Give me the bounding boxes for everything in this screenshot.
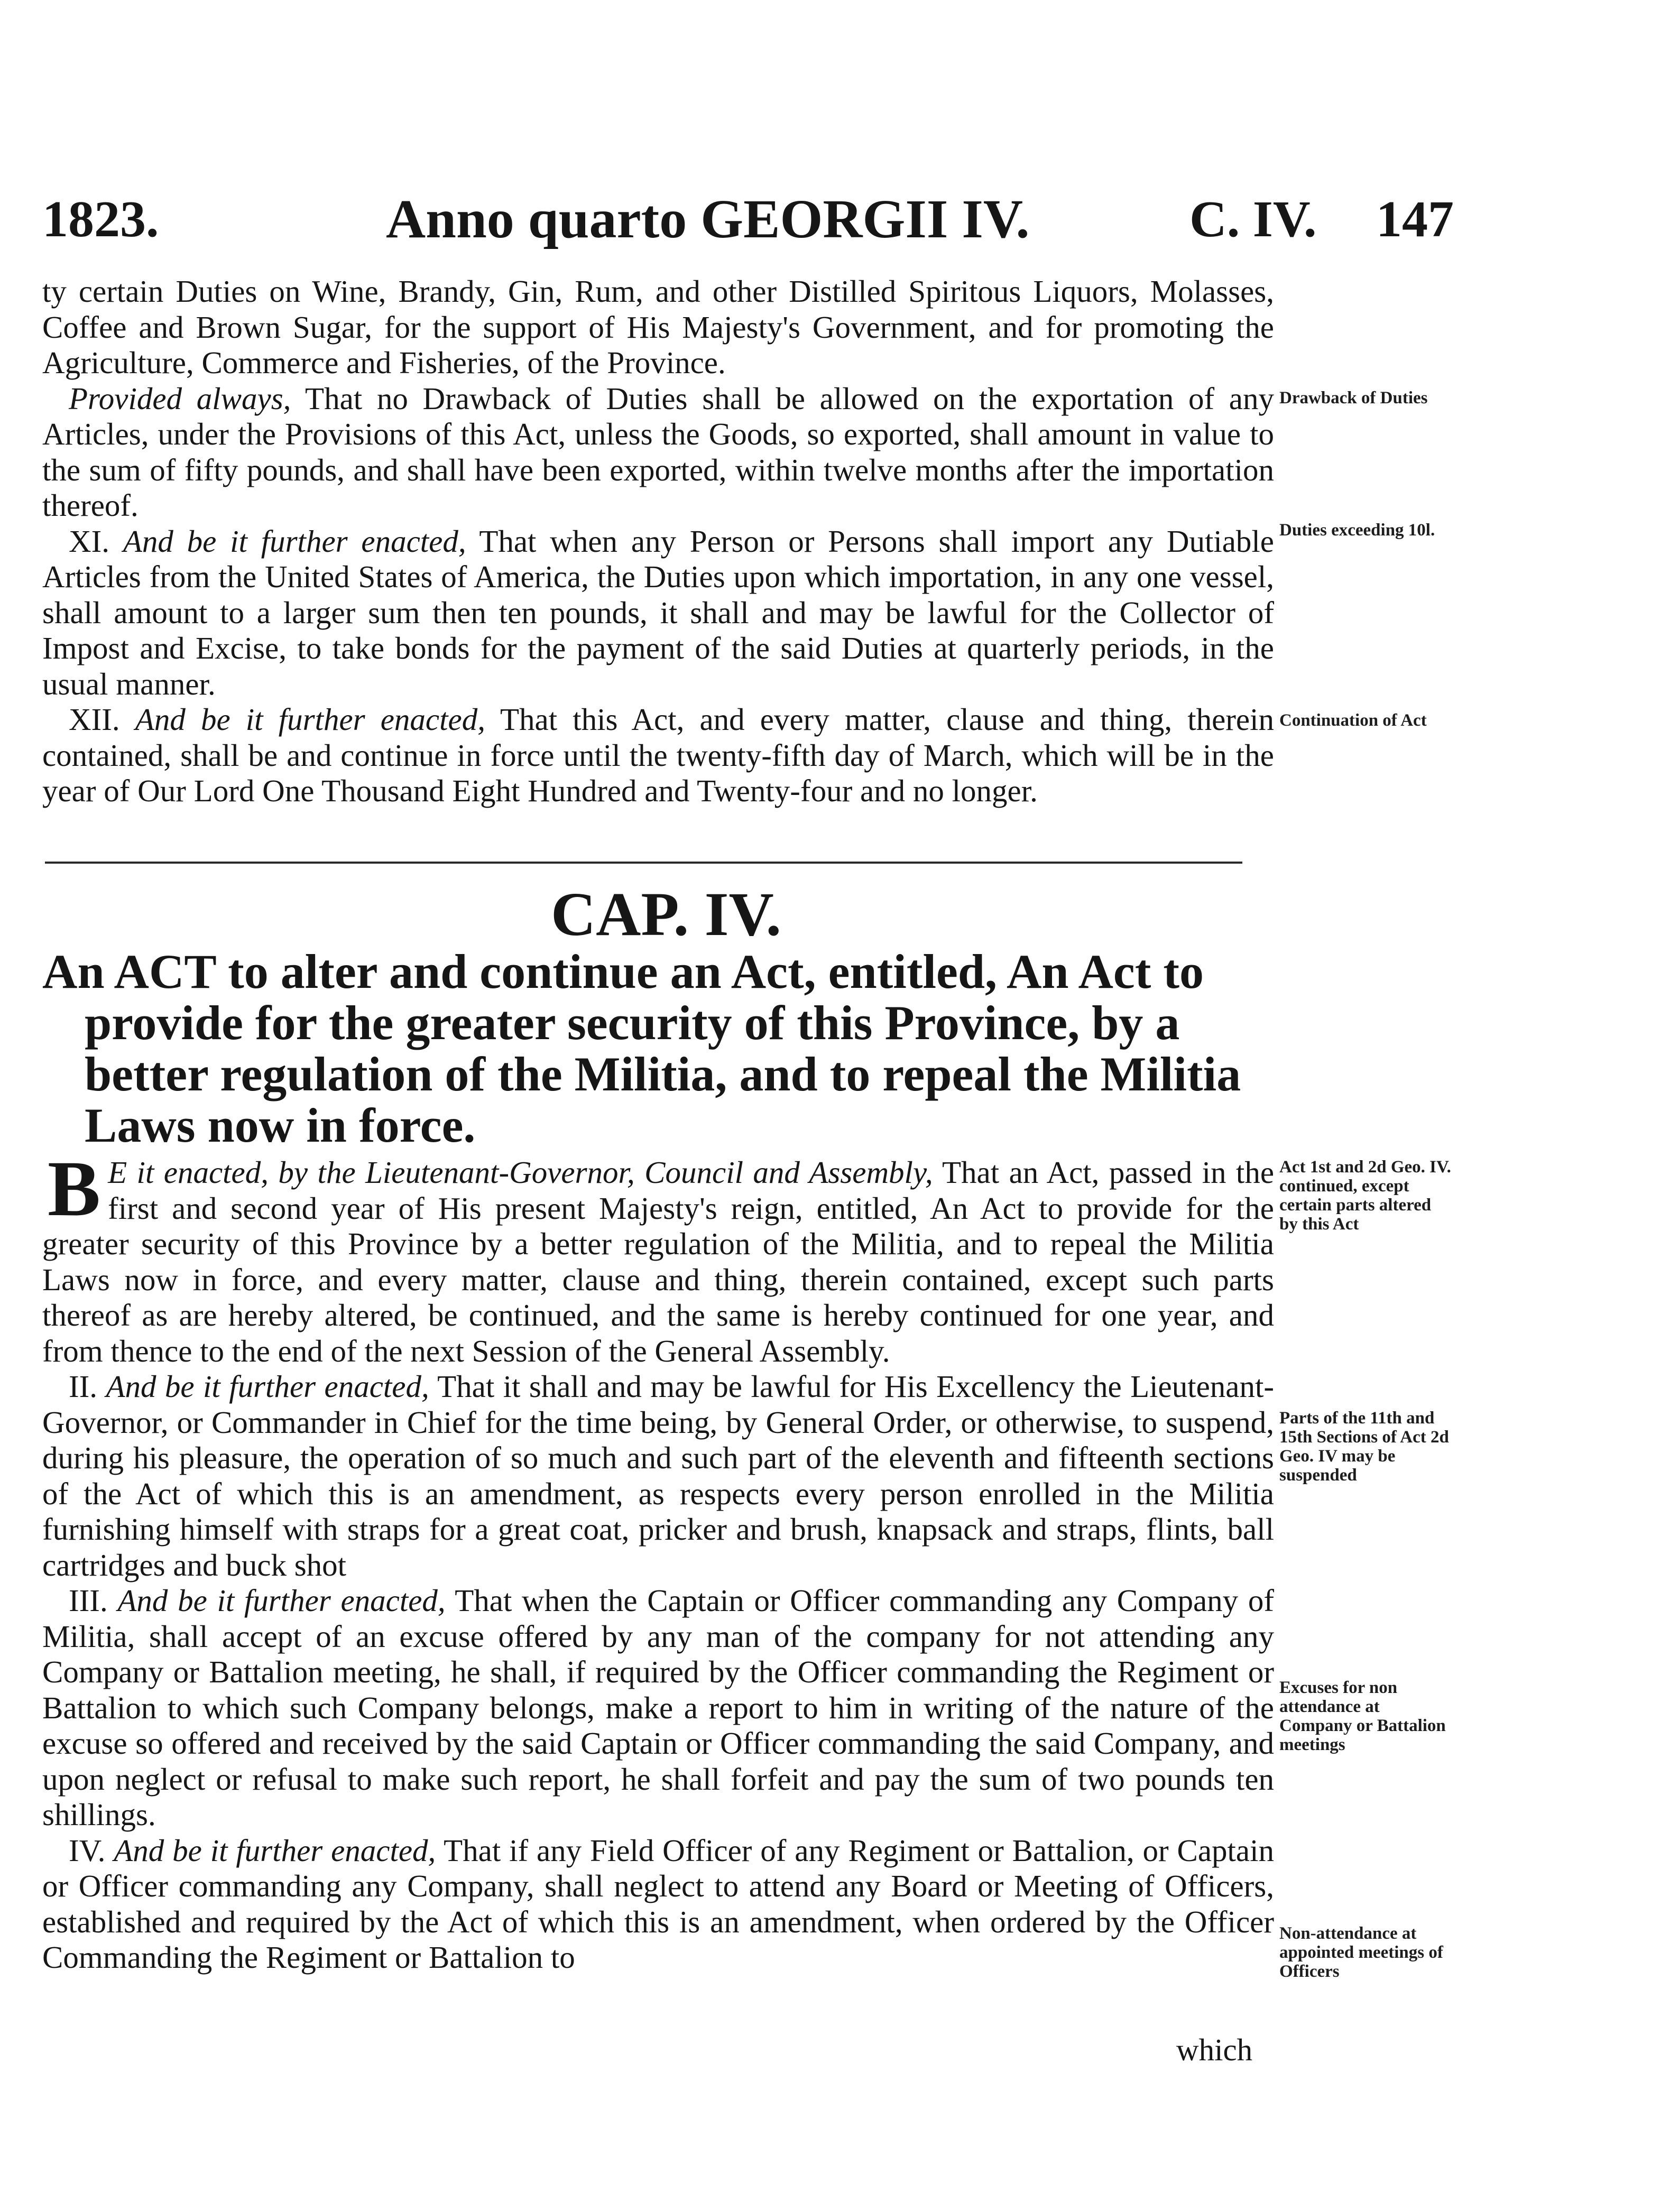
section-iv-label: And be it further enacted, [114, 1832, 436, 1868]
previous-act-text [42, 274, 1274, 809]
section-ii-label: And be it further enacted, [106, 1369, 429, 1404]
catchword: which [1176, 2032, 1253, 2067]
page-number: 147 [1376, 191, 1454, 248]
act-body-text [42, 1145, 1275, 1976]
chapter-heading: CAP. IV. [550, 880, 782, 949]
running-header [42, 190, 1454, 248]
section-xi-paragraph [42, 524, 1274, 702]
section-ii-paragraph [42, 1369, 1274, 1583]
section-i-paragraph [42, 1145, 1274, 1369]
proviso-text: That no Drawback of Duties shall be allowed on the exportation of any Articles, under the Provisions of this Act, unless the Goods, so exported, shall amount in value to the sum of fifty pounds, and shall have been exported, within twelve months after the importation thereof. [42, 381, 1274, 523]
proviso-label: Provided always, [69, 381, 291, 416]
section-i-label: E it enacted, by the Lieutenant-Governor, Council and Assembly, [108, 1155, 933, 1190]
act-title [42, 946, 1258, 1151]
section-xii-paragraph [42, 702, 1274, 809]
margin-note-non-attendance: Non-attendance at appointed meetings of Officers [1279, 1924, 1443, 1981]
section-divider [45, 862, 1242, 864]
margin-note-continuation: Continuation of Act [1279, 711, 1427, 730]
margin-note-parts-suspended: Parts of the 11th and 15th Sections of Act 2d Geo. IV may be suspended [1279, 1409, 1449, 1485]
proviso-paragraph [42, 381, 1274, 524]
section-xi-number: XI. [69, 523, 110, 559]
drop-cap: B [48, 1145, 101, 1233]
header-year: 1823. [42, 191, 159, 248]
section-xi-label: And be it further enacted, [123, 523, 466, 559]
continuation-text: ty certain Duties on Wine, Brandy, Gin, Rum, and other Distilled Spiritous Liquors, Molasses, Coffee and Brown Sugar, for the support of His Majesty's Government, and for promoting the Agriculture, Commerce and Fisheries, of the Province. [42, 274, 1274, 380]
section-ii-number: II. [69, 1369, 98, 1404]
section-iii-label: And be it further enacted, [117, 1583, 446, 1618]
header-chapter: C. IV. [1189, 191, 1317, 248]
continuation-paragraph [42, 274, 1274, 381]
section-iv-text: That if any Field Officer of any Regiment or Battalion, or Captain or Officer commanding any Company, shall neglect to attend any Board or Meeting of Officers, established and required by the Act of which this is an amendment, when ordered by the Officer Commanding the Regiment or Battalion to [42, 1832, 1275, 1975]
act-title-line-3: better regulation of the Militia, and to repeal the Militia [85, 1047, 1241, 1101]
margin-note-act-continued: Act 1st and 2d Geo. IV. continued, except certain parts altered by this Act [1279, 1158, 1451, 1234]
section-ii-text: That it shall and may be lawful for His Excellency the Lieutenant-Governor, or Commander in Chief for the time being, by General Order, or otherwise, to suspend, during his pleasure, the operation of so much and such part of the eleventh and fifteenth sections of the Act of which this is an amendment, as respects every person enrolled in the Militia furnishing himself with straps for a great coat, pricker and brush, knapsack and straps, flints, ball cartridges and buck shot [42, 1369, 1275, 1582]
section-xi-text: That when any Person or Persons shall import any Dutiable Articles from the United States of America, the Duties upon which importation, in any one vessel, shall amount to a larger sum then ten pounds, it shall and may be lawful for the Collector of Impost and Excise, to take bonds for the payment of the said Duties at quarterly periods, in the usual manner. [42, 523, 1274, 701]
section-iv-number: IV. [69, 1832, 106, 1868]
margin-note-excuses: Excuses for non attendance at Company or Battalion meetings [1279, 1678, 1446, 1754]
section-iii-number: III. [69, 1583, 108, 1618]
act-title-line-4: Laws now in force. [85, 1098, 476, 1152]
margin-note-drawback: Drawback of Duties [1279, 388, 1428, 408]
section-xii-label: And be it further enacted, [135, 702, 485, 737]
section-i-text: That an Act, passed in the first and second year of His present Majesty's reign, entitled, An Act to provide for the greater security of this Province by a better regulation of the Militia, and to repeal the Militia Laws now in force, and every matter, clause and thing, therein contained, except such parts thereof as are hereby altered, be continued, and the same is hereby continued for one year, and from thence to the end of the next Session of the General Assembly. [42, 1155, 1274, 1368]
margin-note-duties-exceeding: Duties exceeding 10l. [1279, 521, 1435, 540]
section-iv-paragraph [42, 1833, 1274, 1976]
header-title: Anno quarto GEORGII IV. [386, 189, 1030, 249]
section-iii-paragraph [42, 1583, 1274, 1833]
section-xii-number: XII. [69, 702, 120, 737]
act-title-line-2: provide for the greater security of this Province, by a [85, 996, 1180, 1050]
section-iii-text: That when the Captain or Officer commanding any Company of Militia, shall accept of an excuse offered by any man of the company for not attending any Company or Battalion meeting, he shall, if required by the Officer commanding the Regiment or Battalion to which such Company belongs, make a report to him in writing of the nature of the excuse so offered and received by the said Captain or Officer commanding the said Company, and upon neglect or refusal to make such report, he shall forfeit and pay the sum of two pounds ten shillings. [42, 1583, 1274, 1832]
act-title-line-1: An ACT to alter and continue an Act, entitled, An Act to [42, 945, 1204, 998]
section-xii-text: That this Act, and every matter, clause and thing, therein contained, shall be and continue in force until the twenty-fifth day of March, which will be in the year of Our Lord One Thousand Eight Hundred and Twenty-four and no longer. [42, 702, 1275, 808]
